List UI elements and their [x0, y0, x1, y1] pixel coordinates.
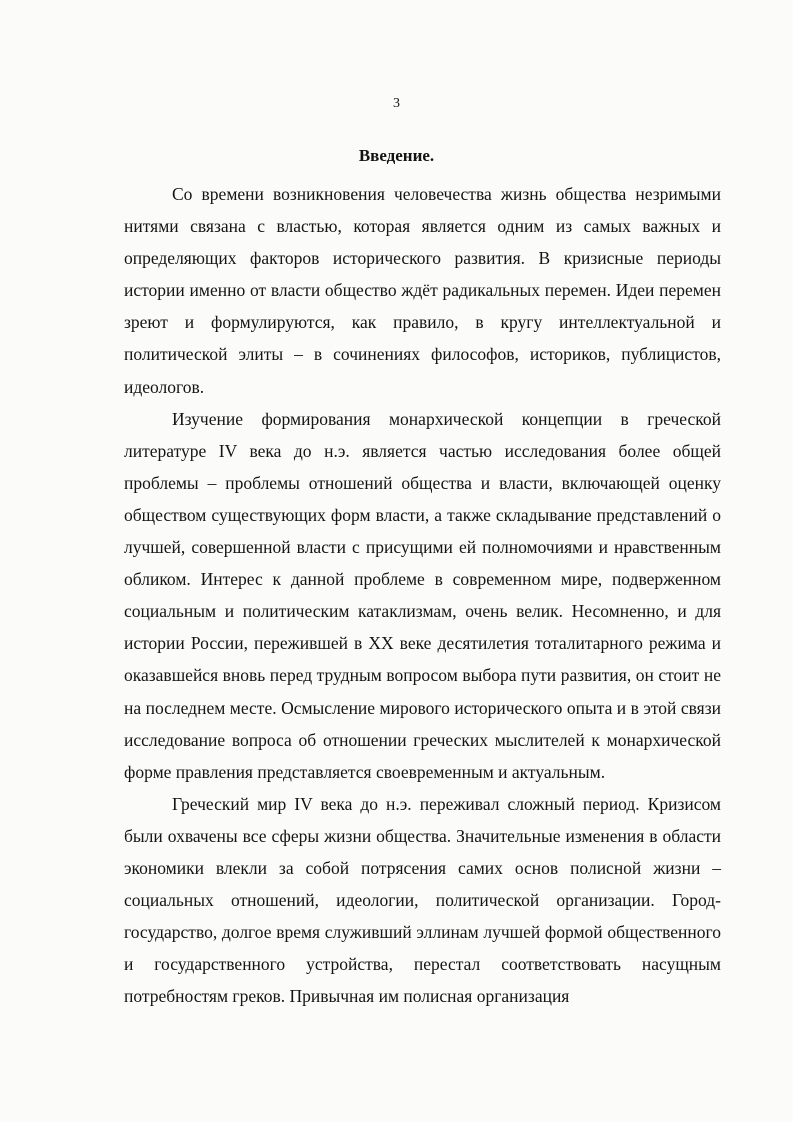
- page-number: 3: [393, 96, 400, 111]
- paragraph-1: Со времени возникновения человечества жизнь общества незримыми нитями связана с властью, которая является одним из самых важных и определяющих факторов исторического развития. В кризисные периоды истории именно от власти общество ждёт радикальных перемен. Идеи перемен зреют и формулируются, как правило, в кругу интеллектуальной и политической элиты – в сочинениях философов, историков, публицистов, идеологов.: [124, 184, 721, 397]
- section-heading: Введение.: [358, 146, 435, 165]
- paragraph-2: Изучение формирования монархической концепции в греческой литературе IV века до н.э. является частью исследования более общей проблемы – проблемы отношений общества и власти, включающей оценку обществом существующих форм власти, а также складывание представлений о лучшей, совершенной власти с присущими ей полномочиями и нравственным обликом. Интерес к данной проблеме в современном мире, подверженном социальным и политическим катаклизмам, очень велик. Несомненно, и для истории России, пережившей в XX веке десятилетия тоталитарного режима и оказавшейся вновь перед трудным вопросом выбора пути развития, он стоит не на последнем месте. Осмысление мирового исторического опыта и в этой связи исследование вопроса об отношении греческих мыслителей к монархической форме правления представляется своевременным и актуальным.: [124, 408, 721, 782]
- body-text: [124, 178, 721, 1012]
- paragraph-3: Греческий мир IV века до н.э. переживал сложный период. Кризисом были охвачены все сферы жизни общества. Значительные изменения в области экономики влекли за собой потрясения самих основ полисной жизни – социальных отношений, идеологии, политической организации. Город-государство, долгое время служивший эллинам лучшей формой общественного и государственного устройства, перестал соответствовать насущным потребностям греков. Привычная им полисная организация: [124, 793, 721, 1007]
